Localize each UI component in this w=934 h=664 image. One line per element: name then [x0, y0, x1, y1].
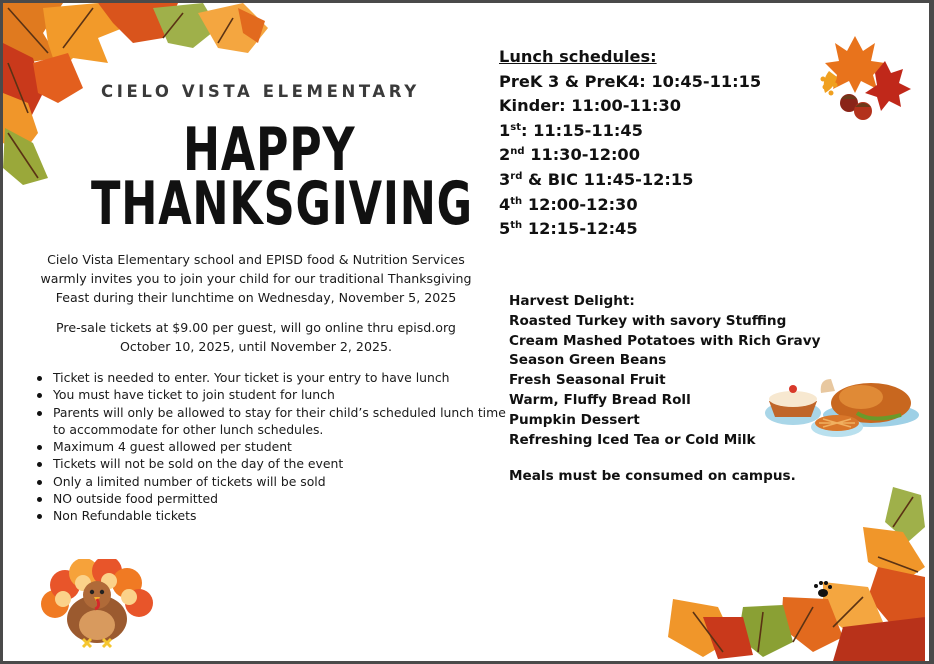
maple-leaves-acorns-decoration [815, 31, 915, 126]
grade-ordinal: th [510, 220, 523, 232]
thanksgiving-food-illustration [761, 373, 923, 443]
lunch-schedule [499, 45, 761, 242]
grade-label: 4 [499, 194, 511, 214]
grade-label: 5 [499, 219, 511, 239]
grade-ordinal: nd [510, 146, 525, 158]
grade-separator: & BIC [522, 169, 584, 189]
school-name: CIELO VISTA ELEMENTARY [101, 82, 420, 101]
lunch-time: 11:45-12:15 [583, 169, 694, 189]
presale-line: Pre-sale tickets at $9.00 per guest, will go online thru episd.org [56, 320, 456, 335]
grade-ordinal: th [510, 195, 523, 207]
presale-paragraph [33, 318, 479, 356]
menu-item: Season Green Beans [509, 352, 667, 369]
title-happy: HAPPY [183, 115, 356, 185]
grade-ordinal: st [510, 121, 521, 133]
schedule-row [499, 70, 761, 95]
schedule-row [499, 143, 761, 168]
menu-item: Roasted Turkey with savory Stuffing [509, 312, 787, 329]
grade-separator: : [639, 71, 652, 91]
schedule-row [499, 217, 761, 242]
rules-list [33, 369, 513, 525]
invitation-line: Feast during their lunchtime on Wednesday, November 5, 2025 [55, 290, 457, 305]
menu-item: Refreshing Iced Tea or Cold Milk [509, 431, 756, 448]
turkey-illustration [39, 559, 159, 649]
rule-item: Parents will only be allowed to stay for their child’s scheduled lunch time to accommodate for other lunch schedules. [53, 404, 513, 439]
grade-separator: : [559, 96, 572, 116]
grade-label: Kinder [499, 96, 560, 116]
schedule-row [499, 168, 761, 193]
grade-ordinal: rd [510, 170, 523, 182]
lunch-time: 11:00-11:30 [571, 96, 682, 116]
lunch-time: 11:30-12:00 [530, 145, 640, 165]
schedule-row [499, 94, 761, 119]
schedule-row [499, 193, 761, 218]
grade-separator: : [521, 120, 534, 140]
grade-label: 2 [499, 145, 511, 165]
rule-item: You must have ticket to join student for lunch [53, 386, 513, 403]
menu-title: Harvest Delight: [509, 293, 635, 309]
lunch-schedule-title: Lunch schedules: [499, 47, 657, 66]
meals-note: Meals must be consumed on campus. [509, 468, 796, 484]
menu-item: Cream Mashed Potatoes with Rich Gravy [509, 332, 821, 349]
grade-label: 1 [499, 120, 511, 140]
lunch-time: 11:15-11:45 [533, 120, 643, 140]
grade-label: 3 [499, 169, 511, 189]
rule-item: NO outside food permitted [53, 490, 513, 507]
menu-item: Fresh Seasonal Fruit [509, 372, 666, 389]
rule-item: Non Refundable tickets [53, 507, 513, 524]
lunch-time: 10:45-11:15 [651, 71, 762, 91]
lunch-time: 12:15-12:45 [527, 219, 638, 239]
menu-item: Warm, Fluffy Bread Roll [509, 391, 691, 408]
rule-item: Only a limited number of tickets will be sold [53, 473, 513, 490]
flyer-page [3, 3, 929, 661]
rule-item: Ticket is needed to enter. Your ticket is your entry to have lunch [53, 369, 513, 386]
rule-item: Maximum 4 guest allowed per student [53, 438, 513, 455]
invitation-line: Cielo Vista Elementary school and EPISD food & Nutrition Services [47, 252, 465, 267]
schedule-row [499, 119, 761, 144]
autumn-leaves-bottom-right-decoration [663, 487, 929, 661]
grade-label: PreK 3 & PreK4 [499, 71, 640, 91]
rule-item: Tickets will not be sold on the day of the event [53, 455, 513, 472]
invitation-line: warmly invites you to join your child for our traditional Thanksgiving [40, 271, 472, 286]
title-thanksgiving: THANKSGIVING [91, 169, 473, 239]
menu-item: Pumpkin Dessert [509, 411, 640, 428]
invitation-paragraph [33, 250, 479, 307]
lunch-time: 12:00-12:30 [527, 194, 638, 214]
presale-line: October 10, 2025, until November 2, 2025. [120, 339, 392, 354]
